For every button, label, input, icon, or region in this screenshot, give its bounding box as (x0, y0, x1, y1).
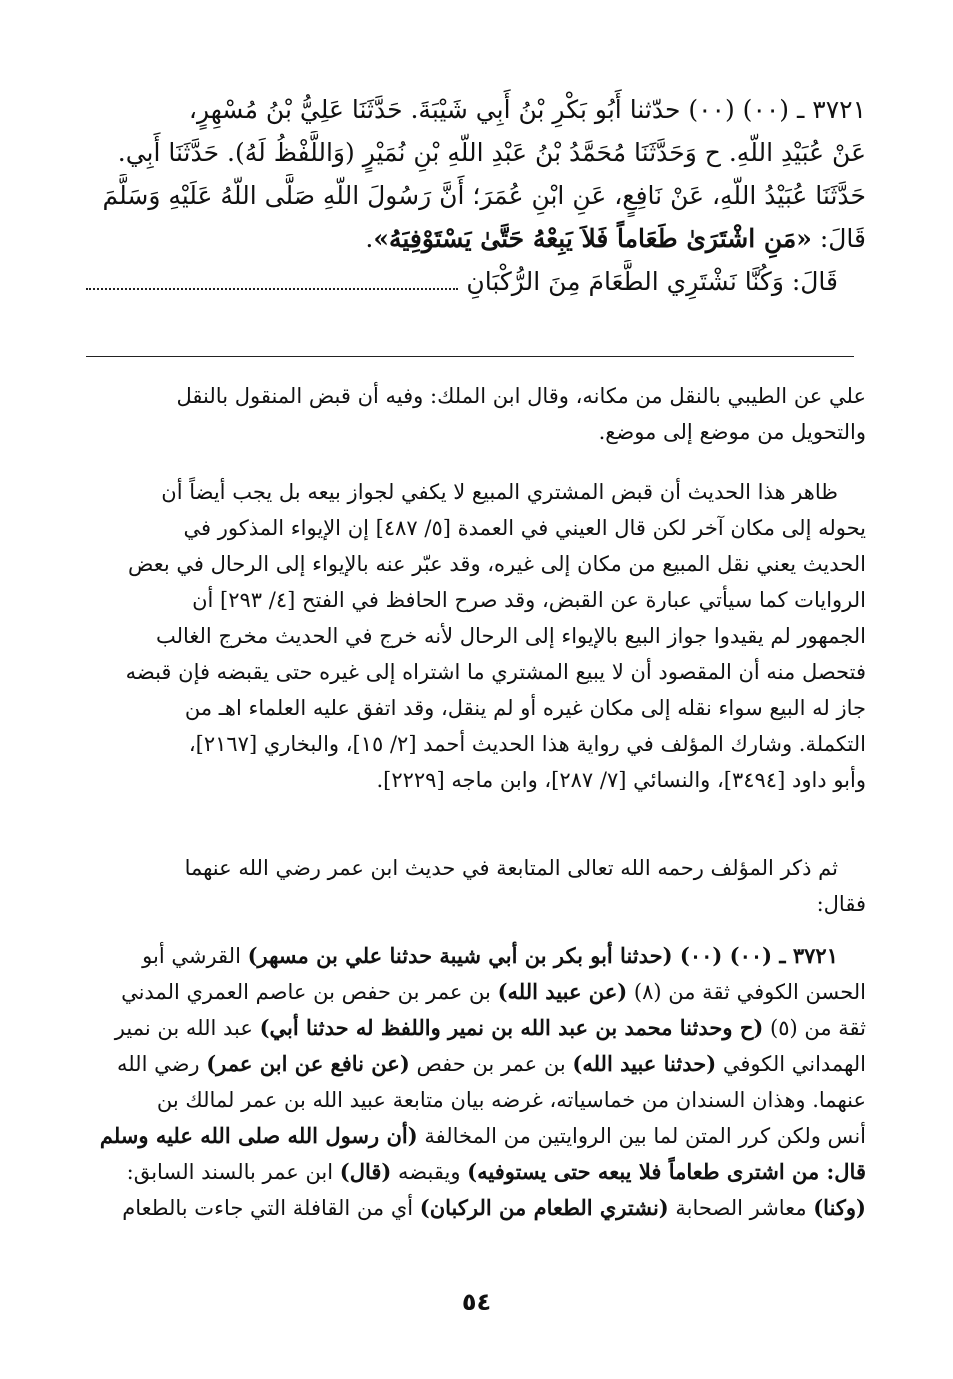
hadith-line (86, 260, 866, 303)
commentary-line: جاز له البيع سواء نقله إلى مكان غيره أو لم ينقل، وقد اتفق عليه العلماء اهـ من (184, 696, 866, 720)
commentary-line: عنهما. وهذان السندان من خماسياته، غرضه بيان متابعة عبيد الله بن عمر لمالك بن (156, 1088, 866, 1112)
commentary-fragment: ثقة من (٥) (763, 1016, 866, 1040)
commentary-fragment: الهمداني الكوفي (716, 1052, 866, 1076)
commentary-line (86, 938, 866, 974)
commentary-line (86, 1118, 866, 1154)
hadith-line: ٣٧٢١ ـ (٠٠) (٠٠) حدّثنا أَبُو بَكْرِ بْنُ أَبِي شَيْبَةَ. حَدَّثَنَا عَلِيُّ بْنُ مُسْهِرٍ، (188, 95, 866, 124)
commentary-fragment: أنس ولكن كرر المتن لما بين الروايتين من المخالفة (417, 1124, 866, 1148)
hadith-text-fragment: قَالَ: (811, 224, 866, 253)
commentary-fragment: أي من القافلة التي جاءت بالطعام (122, 1196, 420, 1220)
commentary-fragment: ابن عمر بالسند السابق: (126, 1160, 340, 1184)
commentary-fragment: بن عمر بن حفص بن عاصم العمري المدني (121, 980, 498, 1004)
matn-bold: قال: من اشترى طعاماً فلا يبعه حتى يستوفيه) (467, 1159, 866, 1184)
commentary-paragraph (86, 378, 866, 450)
matn-bold: (أن رسول الله صلى الله عليه وسلم (99, 1123, 418, 1148)
isnad-bold: (عن نافع عن ابن عمر) (206, 1051, 410, 1076)
commentary-line (86, 974, 866, 1010)
commentary-fragment: الحسن الكوفي ثقة من (٨) (627, 980, 866, 1004)
matn-bold: (وكنا) (813, 1195, 866, 1220)
commentary-line: ثم ذكر المؤلف رحمه الله تعالى المتابعة في حديث ابن عمر رضي الله عنهما (184, 856, 838, 880)
commentary-paragraph (86, 850, 866, 922)
commentary-fragment: ويقبضه (391, 1160, 468, 1184)
commentary-line: والتحويل من موضع إلى موضع. (598, 420, 866, 444)
matn-bold: (نشتري الطعام من الركبان) (419, 1195, 669, 1220)
isnad-bold: (حدثنا عبيد الله) (572, 1051, 717, 1076)
page-number: ٥٤ (461, 1288, 492, 1316)
commentary-fragment: بن عمر بن حفص (409, 1052, 573, 1076)
isnad-bold: (ح وحدثنا محمد بن عبد الله بن نمير واللفظ له حدثنا أبي) (259, 1015, 764, 1040)
matn-bold: (قال) (339, 1159, 392, 1184)
commentary-paragraph (86, 474, 866, 798)
commentary-line: فقال: (816, 892, 866, 916)
commentary-line: علي عن الطيبي بالنقل من مكانه، وقال ابن الملك: وفيه أن قبض المنقول بالنقل (176, 384, 866, 408)
commentary-fragment: القرشي أبو (142, 944, 248, 968)
hadith-text-fragment: . (365, 224, 374, 253)
commentary-line: وأبو داود [٣٤٩٤]، والنسائي [٧/ ٢٨٧]، وابن ماجه [٢٢٢٩]. (376, 768, 866, 792)
commentary-line (86, 1010, 866, 1046)
footnote-divider (86, 356, 854, 357)
hadith-line (86, 217, 866, 260)
commentary-paragraph (86, 938, 866, 1226)
commentary-line (86, 1154, 866, 1190)
hadith-text (86, 88, 866, 303)
commentary-fragment: معاشر الصحابة (668, 1196, 814, 1220)
commentary-line: الجمهور لم يقيدوا جواز البيع بالإيواء إلى الرحال لأنه خرج في الحديث مخرج الغالب (155, 624, 866, 648)
hadith-text-fragment: قَالَ: وَكُنَّا نَشْتَرِي الطَّعَامَ مِنَ الرُّكْبَانِ (466, 267, 838, 296)
isnad-bold: (عن عبيد الله) (497, 979, 628, 1004)
commentary-line (86, 1046, 866, 1082)
commentary-line: يحوله إلى مكان آخر لكن قال العيني في العمدة [٥/ ٤٨٧] إن الإيواء المذكور في (183, 516, 866, 540)
isnad-bold: ٣٧٢١ ـ (٠٠) (٠٠) (حدثنا أبو بكر بن أبي شيبة حدثنا علي بن مسهر) (247, 943, 838, 968)
commentary-line: الروايات كما سيأتي عبارة عن القبض، وقد صرح الحافظ في الفتح [٤/ ٢٩٣] أن (192, 588, 866, 612)
hadith-line: حَدَّثَنَا عُبَيْدُ اللّهِ، عَنْ نَافِعٍ، عَنِ ابْنِ عُمَرَ؛ أَنَّ رَسُولَ اللّهِ صَلَّى اللّهُ عَلَيْهِ وَسَلَّمَ (102, 181, 866, 210)
continuation-dots (86, 270, 458, 290)
hadith-quote: «مَنِ اشْتَرَىٰ طَعَاماً فَلاَ يَبِعْهُ حَتَّىٰ يَسْتَوْفِيَهُ» (373, 224, 812, 253)
commentary-line: التكملة. وشارك المؤلف في رواية هذا الحديث أحمد [٢/ ١٥]، والبخاري [٢١٦٧]، (188, 732, 866, 756)
commentary-fragment: رضي الله (116, 1052, 207, 1076)
commentary-line: الحديث يعني نقل المبيع من مكان إلى غيره، وقد عبّر عنه بالإيواء إلى الرحال في بعض (128, 552, 866, 576)
hadith-line: عَنْ عُبَيْدِ اللّهِ. ح وَحَدَّثَنَا مُحَمَّدُ بْنُ عَبْدِ اللّهِ بْنِ نُمَيْرٍ (وَاللَّفْظُ لَهُ). حَدَّثَنَا أَبِي. (117, 138, 866, 167)
commentary-line: ظاهر هذا الحديث أن قبض المشتري المبيع لا يكفي لجواز بيعه بل يجب أيضاً أن (161, 480, 838, 504)
commentary-line: فتحصل منه أن المقصود أن لا يبيع المشتري ما اشتراه إلى غيره حتى يقبضه فإن قبضه (125, 660, 866, 684)
commentary-line (86, 1190, 866, 1226)
commentary-fragment: عبد الله بن نمير (114, 1016, 260, 1040)
